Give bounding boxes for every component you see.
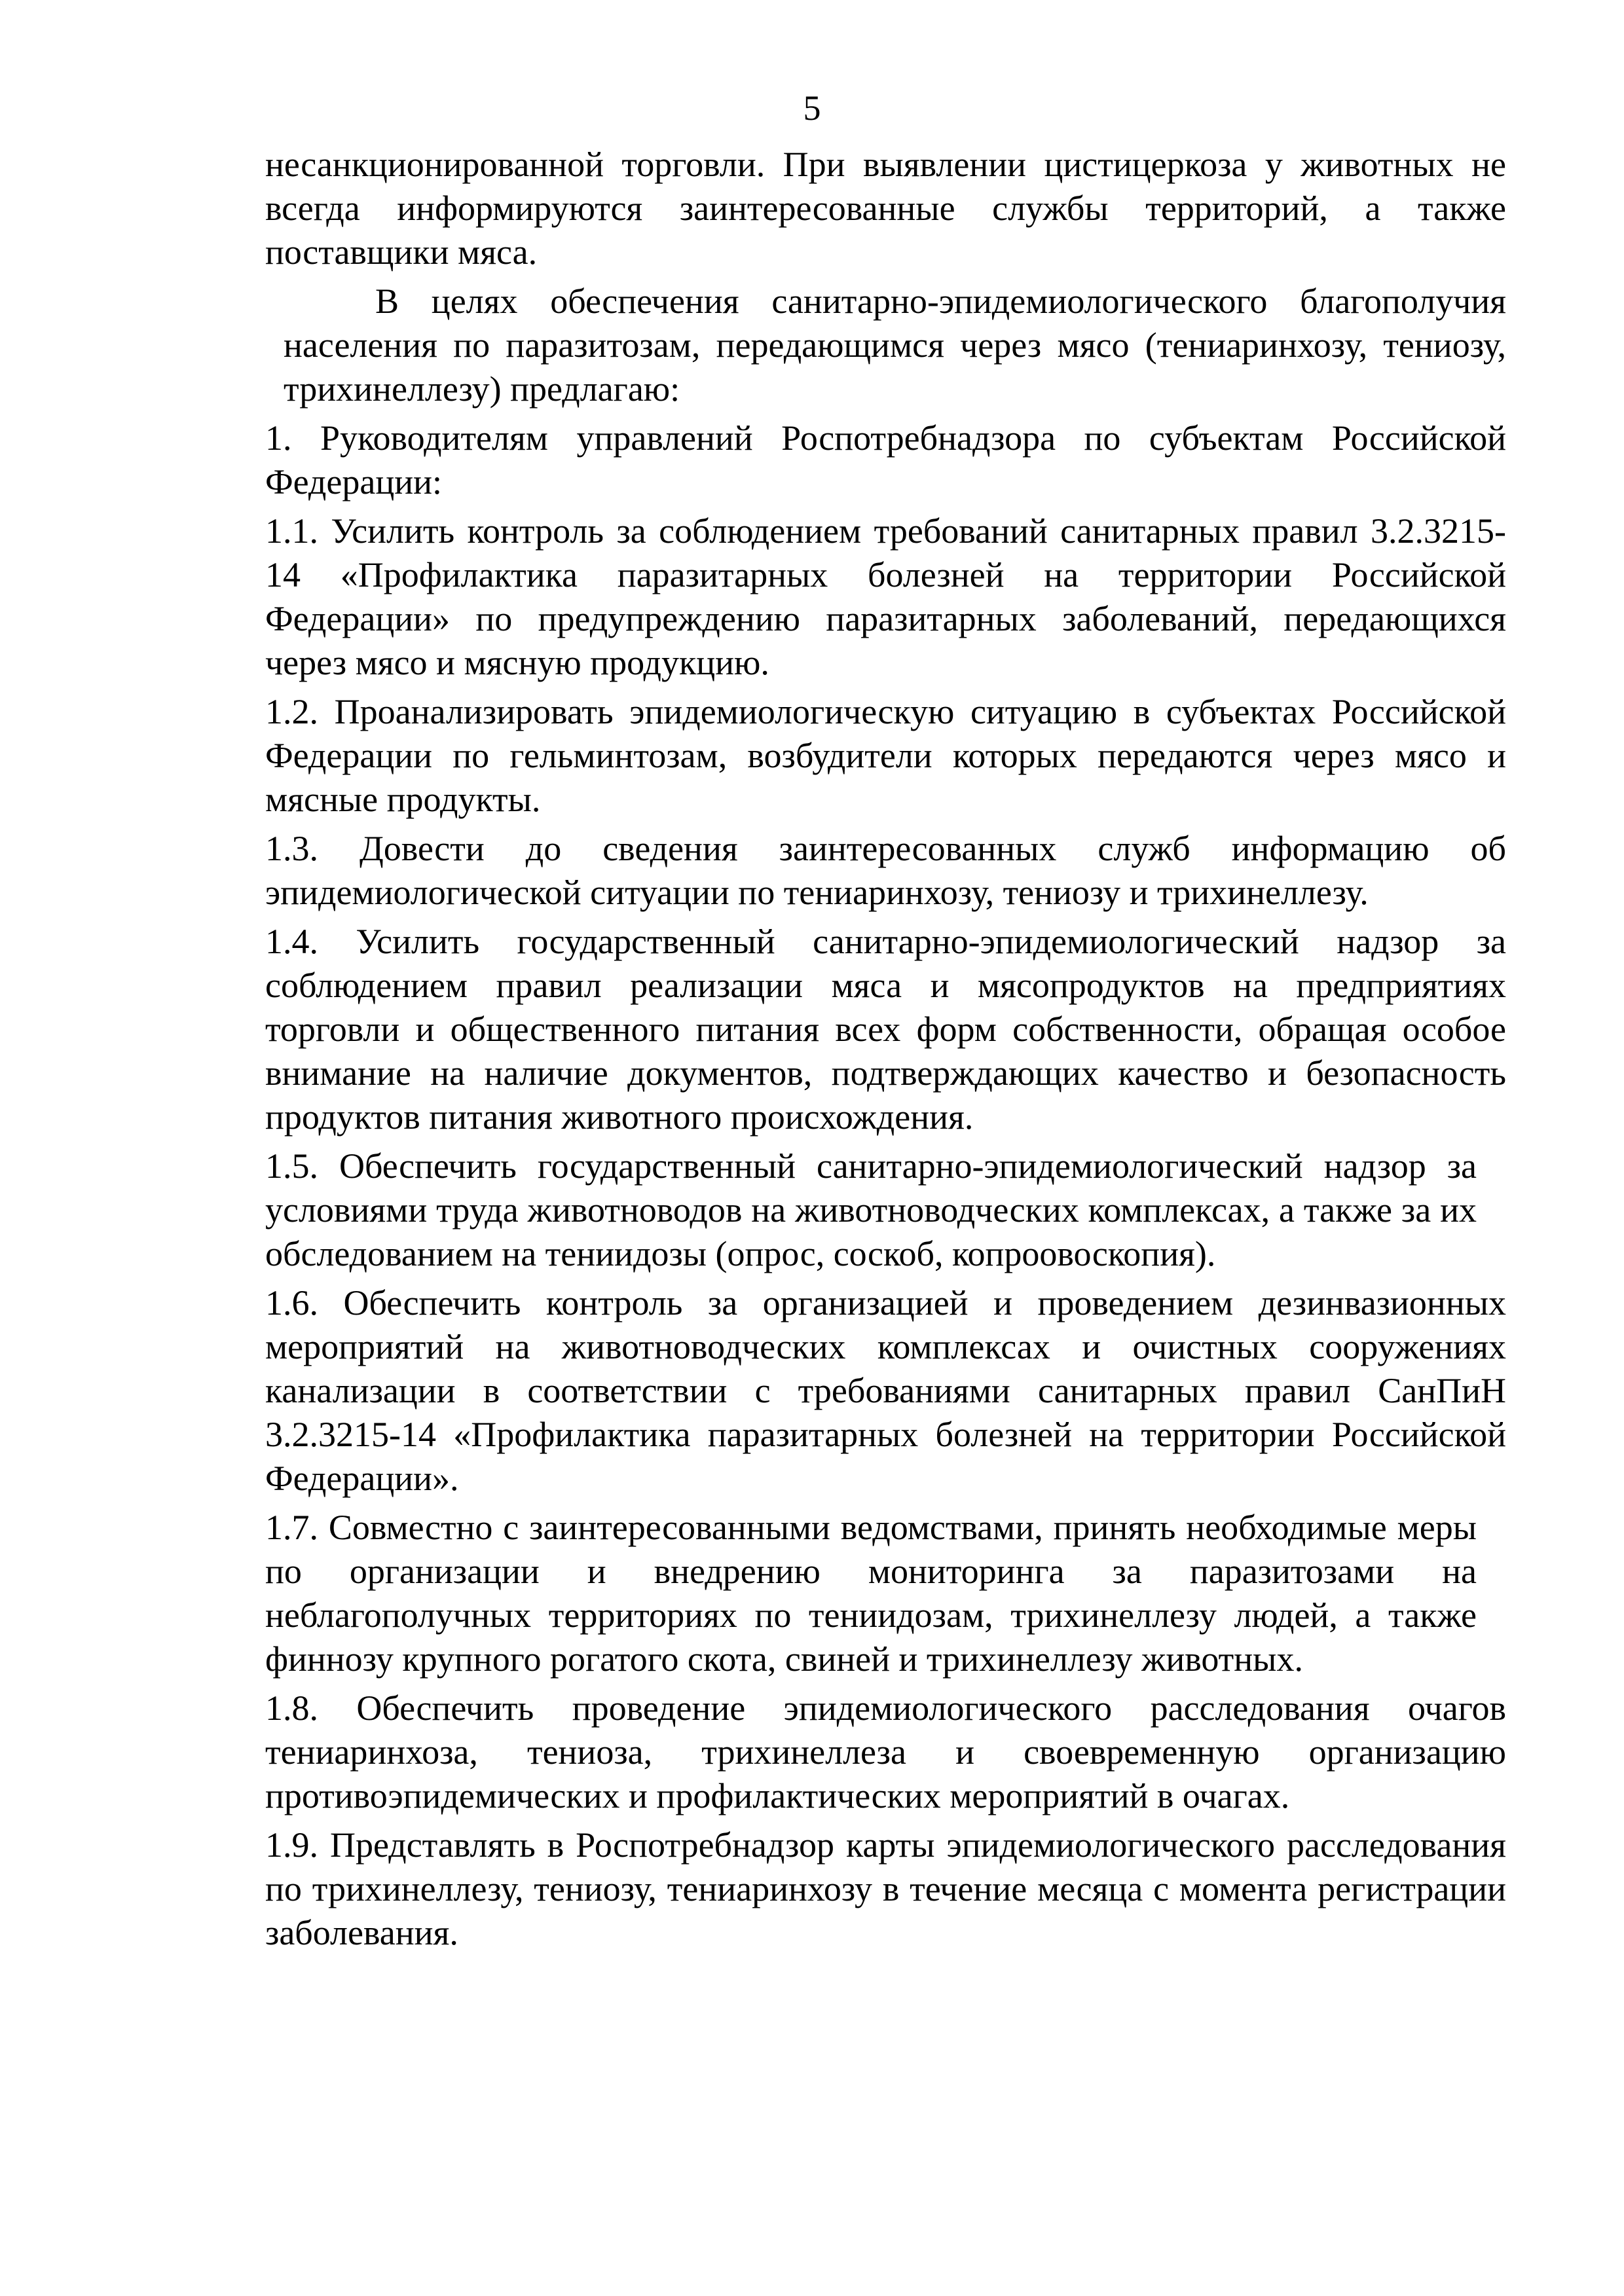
list-item-1-4: 1.4. Усилить государственный санитарно-эпидемиологический надзор за соблюдением правил реализации мяса и мясопродуктов на предприятиях торговли и общественного питания всех форм собственности, обращая особое внимание на наличие документов, подтверждающих качество и безопасность продуктов питания животного происхождения. (265, 922, 1506, 1137)
list-item-1-6: 1.6. Обеспечить контроль за организацией и проведением дезинвазионных мероприятий на животноводческих комплексах и очистных сооружениях канализации в соответствии с требованиями санитарных правил СанПиН 3.2.3215-14 «Профилактика паразитарных болезней на территории Российской Федерации». (265, 1283, 1506, 1498)
list-item-1-3: 1.3. Довести до сведения заинтересованных служб информацию об эпидемиологической ситуации по тениаринхозу, тениозу и трихинеллезу. (265, 829, 1506, 912)
list-item-1-5: 1.5. Обеспечить государственный санитарно-эпидемиологический надзор за условиями труда животноводов на животноводческих комплексах, а также за их обследованием на тениидозы (опрос, соскоб, копроовоскопия). (265, 1146, 1477, 1273)
list-item-1: 1. Руководителям управлений Роспотребнадзора по субъектам Российской Федерации: (265, 418, 1506, 501)
document-body (265, 143, 1506, 1960)
list-item-1-9: 1.9. Представлять в Роспотребнадзор карты эпидемиологического расследования по трихинеллезу, тениозу, тениаринхозу в течение месяца с момента регистрации заболевания. (265, 1825, 1506, 1952)
list-item-1-7: 1.7. Совместно с заинтересованными ведомствами, принять необходимые меры по организации и внедрению мониторинга за паразитозами на неблагополучных территориях по тениидозам, трихинеллезу людей, а также финнозу крупного рогатого скота, свиней и трихинеллезу животных. (265, 1508, 1477, 1679)
list-item-1-2: 1.2. Проанализировать эпидемиологическую ситуацию в субъектах Российской Федерации по гельминтозам, возбудители которых передаются через мясо и мясные продукты. (265, 692, 1506, 819)
list-item-1-8: 1.8. Обеспечить проведение эпидемиологического расследования очагов тениаринхоза, тениоза, трихинеллеза и своевременную организацию противоэпидемических и профилактических мероприятий в очагах. (265, 1688, 1506, 1815)
paragraph-intro: В целях обеспечения санитарно-эпидемиологического благополучия населения по паразитозам, передающимся через мясо (тениаринхозу, тениозу, трихинеллезу) предлагаю: (284, 282, 1506, 409)
list-item-1-1: 1.1. Усилить контроль за соблюдением требований санитарных правил 3.2.3215-14 «Профилактика паразитарных болезней на территории Российской Федерации» по предупреждению паразитарных заболеваний, передающихся через мясо и мясную продукцию. (265, 511, 1506, 682)
paragraph-continuation: несанкционированной торговли. При выявлении цистицеркоза у животных не всегда информируются заинтересованные службы территорий, а также поставщики мяса. (265, 145, 1506, 272)
page-number: 5 (803, 88, 821, 128)
